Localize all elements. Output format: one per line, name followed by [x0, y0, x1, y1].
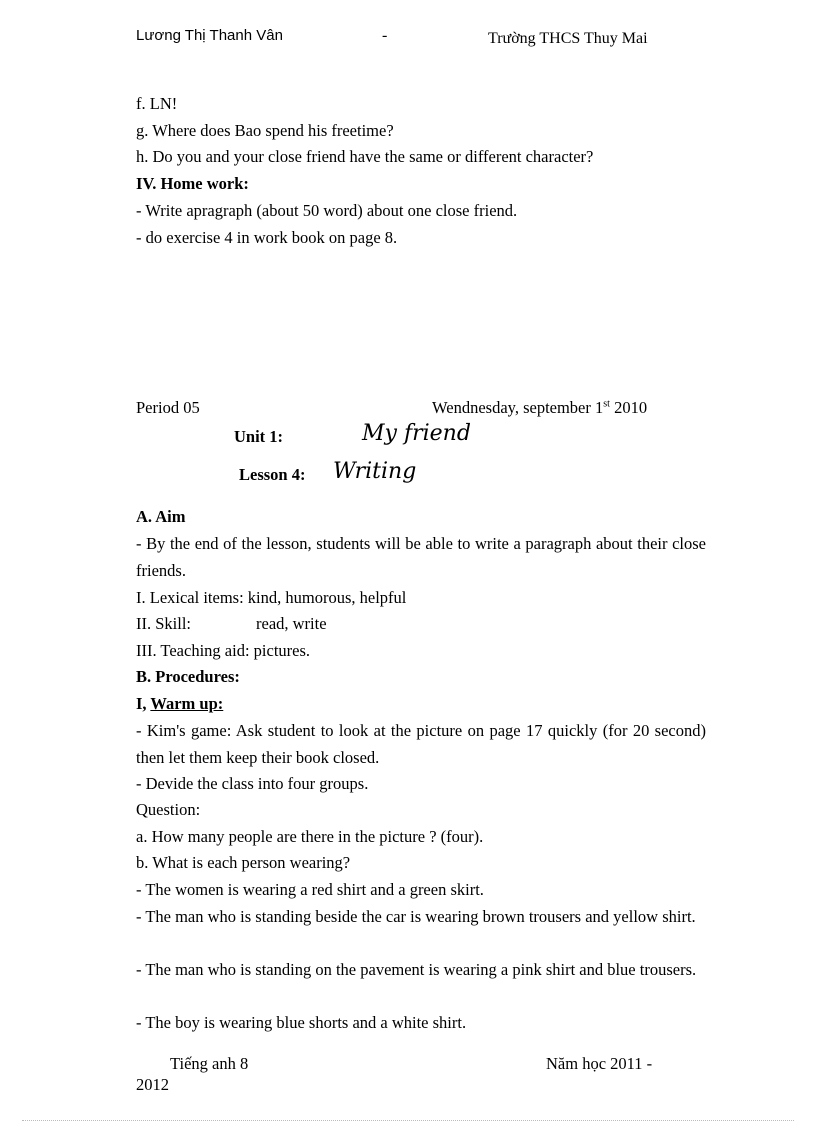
lesson-title: Writing	[333, 459, 417, 484]
procedure-line: a. How many people are there in the picture ? (four).	[136, 827, 484, 846]
period-label: Period 05	[136, 398, 200, 417]
date-prefix: Wendnesday, september 1	[432, 398, 604, 417]
date-superscript: st	[603, 398, 610, 410]
homework-item: - Write apragraph (about 50 word) about one close friend.	[136, 201, 518, 220]
procedure-line: - Devide the class into four groups.	[136, 774, 369, 793]
page-bottom-divider	[22, 1120, 794, 1121]
footer-year-label: Năm học 2011 -	[546, 1054, 653, 1073]
footer-subject: Tiếng anh 8	[170, 1054, 249, 1073]
procedure-line: - The man who is standing on the pavement is wearing a pink shirt and blue trousers.	[136, 960, 697, 979]
procedure-line: Question:	[136, 800, 201, 819]
procedure-line: - The boy is wearing blue shorts and a white shirt.	[136, 1013, 467, 1032]
question-g: g. Where does Bao spend his freetime?	[136, 121, 394, 140]
unit-title: My friend	[362, 421, 471, 446]
procedure-line: - The man who is standing beside the car is wearing brown trousers and yellow shirt.	[136, 907, 696, 926]
unit-label: Unit 1:	[234, 427, 284, 446]
skill-label: II. Skill:	[136, 614, 192, 633]
homework-title: IV. Home work:	[136, 174, 249, 193]
question-h: h. Do you and your close friend have the same or different character?	[136, 147, 594, 166]
aim-paragraph: - By the end of the lesson, students will be able to write a paragraph about their close friends.	[136, 534, 706, 580]
warmup-heading	[136, 694, 223, 714]
procedure-line: b. What is each person wearing?	[136, 853, 351, 872]
procedures-title: B. Procedures:	[136, 667, 240, 686]
aim-title: A. Aim	[136, 507, 186, 526]
header-dash: -	[382, 27, 388, 44]
procedure-line: - The women is wearing a red shirt and a green skirt.	[136, 880, 484, 899]
date-suffix: 2010	[609, 398, 648, 417]
lesson-label: Lesson 4:	[239, 465, 306, 484]
period-date	[432, 398, 647, 418]
header-school: Trường THCS Thuy Mai	[488, 30, 648, 47]
warmup-prefix: I,	[136, 694, 151, 713]
warmup-label: Warm up:	[150, 694, 224, 713]
procedure-line: - Kim's game: Ask student to look at the picture on page 17 quickly (for 20 second) then let them keep their book closed.	[136, 721, 706, 767]
skill-value: read, write	[256, 614, 327, 633]
lexical-items: I. Lexical items: kind, humorous, helpful	[136, 588, 407, 607]
teaching-aid: III. Teaching aid: pictures.	[136, 641, 311, 660]
question-f: f. LN!	[136, 94, 178, 113]
homework-item: - do exercise 4 in work book on page 8.	[136, 228, 398, 247]
footer-year-end: 2012	[136, 1075, 169, 1094]
header-author: Lương Thị Thanh Vân	[136, 27, 283, 44]
